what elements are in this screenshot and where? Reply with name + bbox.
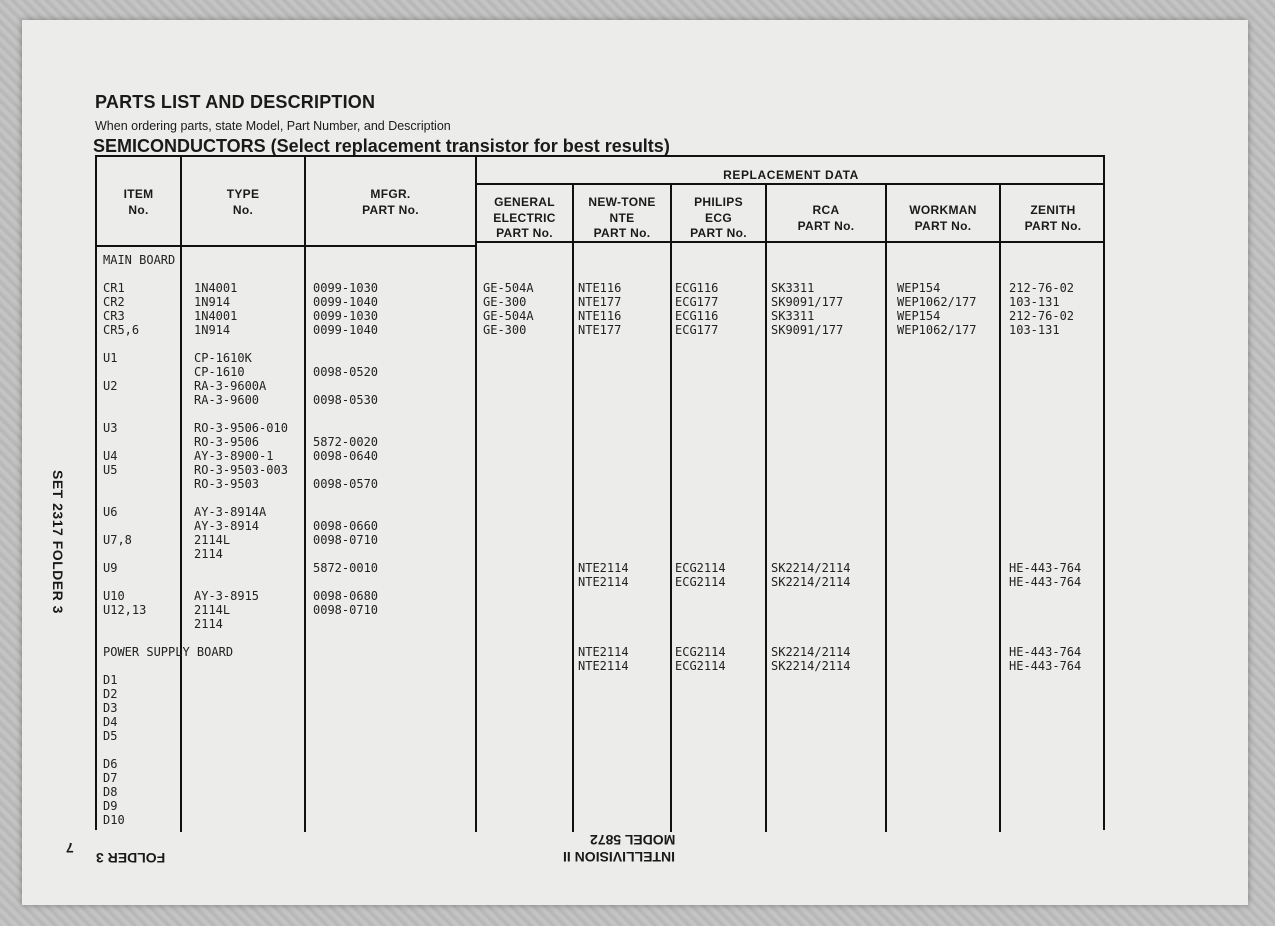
type-column: 1N4001 1N914 1N4001 1N914 CP-1610K CP-1610 RA-3-9600A RA-3-9600 RO-3-9506-010 RO-3-9506 AY-3-8900-1 RO-3-9503-003 RO-3-9503 AY-3-8914A AY-3-8914 2114L 2114 AY-3-8915 2114L 2114 [194,281,288,631]
col-header-ge: GENERAL ELECTRIC PART No. [493,195,556,240]
side-label: SET 2317 FOLDER 3 [50,470,66,614]
mfgr-column: 0099-1030 0099-1040 0099-1030 0099-1040 0098-0520 0098-0530 5872-0020 0098-0640 0098-0570 0098-0660 0098-0710 5872-0010 0098-0680 0098-0710 [313,281,379,617]
replacement-data-rule [475,183,1105,185]
col-divider [999,183,1001,832]
header-rule-left [97,245,477,247]
col-divider [670,183,672,832]
col-divider [475,157,477,832]
page-number: 7 [66,840,74,856]
section-title: SEMICONDUCTORS (Select replacement transistor for best results) [93,136,670,156]
parts-table [95,155,1105,830]
nte-column: NTE116 NTE177 NTE116 NTE177 NTE2114 NTE2114 NTE2114 NTE2114 [578,281,629,673]
col-header-rca: RCA PART No. [797,203,855,233]
zenith-column: 212-76-02 103-131 212-76-02 103-131 HE-443-764 HE-443-764 HE-443-764 HE-443-764 [1009,281,1082,673]
col-divider [765,183,767,832]
col-header-workman: WORKMAN PART No. [909,203,977,233]
col-header-zenith: ZENITH PART No. [1024,203,1082,233]
col-divider [304,157,306,832]
col-header-mfgr: MFGR. PART No. [362,187,419,217]
ordering-instructions: When ordering parts, state Model, Part Number, and Description [95,119,451,133]
ge-column: GE-504A GE-300 GE-504A GE-300 [483,281,534,337]
page-title: PARTS LIST AND DESCRIPTION [95,92,376,112]
col-divider [572,183,574,832]
col-header-type: TYPE No. [226,187,260,217]
model-name: INTELLIVISION II [563,849,676,865]
workman-column: WEP154 WEP1062/177 WEP154 WEP1062/177 [897,281,977,337]
col-divider [885,183,887,832]
rca-column: SK3311 SK9091/177 SK3311 SK9091/177 SK2214/2114 SK2214/2114 SK2214/2114 SK2214/2114 [771,281,851,673]
col-header-item: ITEM No. [123,187,154,217]
col-header-nte: NEW-TONE NTE PART No. [588,195,656,240]
folder-label-mirrored: FOLDER 3 [96,850,166,866]
item-column: MAIN BOARD CR1 CR2 CR3 CR5,6 U1 U2 U3 U4 U5 U6 U7,8 U9 U10 U12,13 POWER SUPPLY BOARD D1 D2 D3 D4 D5 D6 D7 D8 D9 D10 [103,253,234,827]
col-header-ecg: PHILIPS ECG PART No. [690,195,747,240]
replacement-data-title: REPLACEMENT DATA [723,168,859,182]
ecg-column: ECG116 ECG177 ECG116 ECG177 ECG2114 ECG2114 ECG2114 ECG2114 [675,281,726,673]
model-number: MODEL 5872 [590,832,676,848]
